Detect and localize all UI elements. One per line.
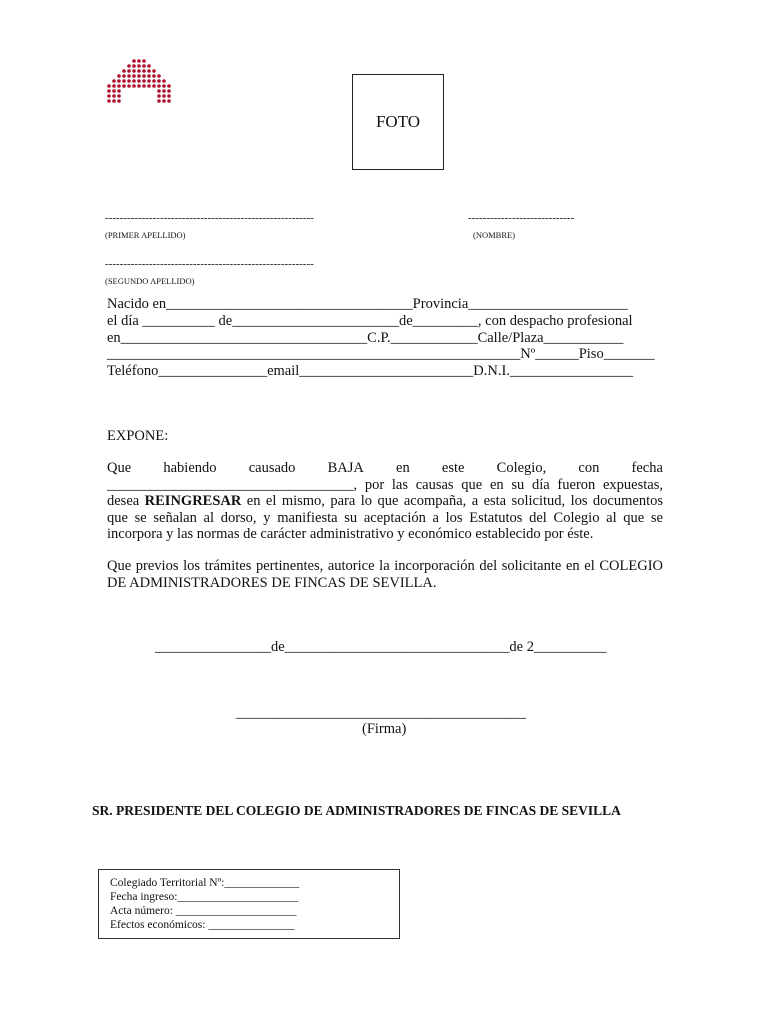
- logo-dot: [107, 99, 111, 103]
- word: BAJA: [327, 460, 364, 476]
- word: con: [578, 460, 600, 476]
- colegiado-field[interactable]: Colegiado Territorial Nº:_____________: [110, 877, 300, 889]
- logo-dot: [147, 64, 151, 68]
- segundo-apellido-label: (SEGUNDO APELLIDO): [105, 276, 195, 286]
- logo-dot: [167, 84, 171, 88]
- birthplace-line[interactable]: Nacido en__________________________________Provincia______________________: [107, 296, 628, 312]
- logo-dot: [137, 69, 141, 73]
- logo-dot: [132, 69, 136, 73]
- reingresar-bold: REINGRESAR: [144, 493, 242, 509]
- contact-line[interactable]: Teléfono_______________email________________________D.N.I._________________: [107, 363, 634, 379]
- logo-dot: [162, 99, 166, 103]
- primer-apellido-label: (PRIMER APELLIDO): [105, 230, 186, 240]
- logo-dot: [157, 99, 161, 103]
- photo-label: FOTO: [375, 112, 421, 131]
- logo-dot: [157, 89, 161, 93]
- expone-first-line: [107, 460, 663, 477]
- logo-dot: [147, 74, 151, 78]
- logo-dot: [112, 84, 116, 88]
- logo-dot: [137, 84, 141, 88]
- logo-dot: [157, 94, 161, 98]
- acta-field[interactable]: Acta número: _____________________: [110, 905, 297, 917]
- logo-dot: [117, 74, 121, 78]
- text-segment: desea: [107, 493, 145, 509]
- word: Colegio,: [496, 460, 547, 476]
- logo-dot: [132, 64, 136, 68]
- logo-dot: [157, 84, 161, 88]
- date-line[interactable]: ________________de_______________________________de 2__________: [155, 639, 607, 655]
- logo-dot: [127, 64, 131, 68]
- logo-dot: [107, 89, 111, 93]
- logo-dot: [112, 99, 116, 103]
- logo-dot: [132, 84, 136, 88]
- logo-dot: [112, 89, 116, 93]
- logo-dot: [137, 59, 141, 63]
- logo-dot: [107, 84, 111, 88]
- logo-dot: [152, 69, 156, 73]
- logo-dot: [152, 79, 156, 83]
- logo-dot: [127, 84, 131, 88]
- logo-dot: [132, 79, 136, 83]
- logo-dot: [127, 79, 131, 83]
- logo-dot: [127, 69, 131, 73]
- expone-heading: EXPONE:: [107, 428, 169, 444]
- logo-dot: [162, 79, 166, 83]
- logo-dot: [157, 74, 161, 78]
- word: Que: [107, 460, 132, 476]
- logo-dot: [137, 79, 141, 83]
- logo-dot: [117, 94, 121, 98]
- logo-dot: [132, 59, 136, 63]
- logo-dot: [167, 99, 171, 103]
- logo-dot: [162, 89, 166, 93]
- primer-apellido-line[interactable]: ---------------------------------------------------------: [105, 212, 314, 224]
- expone-paragraph: [107, 493, 663, 543]
- logo-dot: [122, 69, 126, 73]
- logo-dot: [117, 89, 121, 93]
- logo-dot: [142, 59, 146, 63]
- efectos-field[interactable]: Efectos económicos: _______________: [110, 919, 295, 931]
- photo-box: [352, 74, 444, 170]
- logo-dot: [142, 69, 146, 73]
- text-segment: en el mismo, para lo que acompaña, a esta solicitud, los documentos que se señalan al dorso, y manifiesta su aceptación a los Estatutos del Colegio al que se incorpora y las normas de carácter administrativo y económico establecido por éste.: [107, 493, 664, 542]
- logo-dot: [142, 74, 146, 78]
- logo-dot: [142, 84, 146, 88]
- logo-dot: [152, 84, 156, 88]
- address-line[interactable]: en__________________________________C.P.____________Calle/Plaza___________: [107, 330, 624, 346]
- logo-dot: [122, 84, 126, 88]
- logo-dot: [122, 74, 126, 78]
- logo-dot: [132, 74, 136, 78]
- birthdate-line[interactable]: el día __________ de_______________________de_________, con despacho profesional: [107, 313, 633, 329]
- admin-use-box: [98, 869, 400, 939]
- logo-dot: [137, 74, 141, 78]
- word: en: [396, 460, 410, 476]
- logo-dot: [112, 79, 116, 83]
- logo-dot: [162, 94, 166, 98]
- logo-dot: [142, 64, 146, 68]
- signature-label: (Firma): [362, 721, 407, 737]
- logo-dot: [167, 89, 171, 93]
- logo-dot: [122, 79, 126, 83]
- word: este: [441, 460, 465, 476]
- expone-date-line[interactable]: __________________________________, por las causas que en su día fueron expuestas,: [107, 477, 663, 493]
- logo-dot: [127, 74, 131, 78]
- word: habiendo: [163, 460, 217, 476]
- street-number-line[interactable]: _________________________________________________________Nº______Piso_______: [107, 346, 655, 362]
- logo-dot: [142, 79, 146, 83]
- logo-dot: [107, 94, 111, 98]
- signature-line[interactable]: ________________________________________: [236, 705, 526, 721]
- logo-dot: [152, 74, 156, 78]
- segundo-apellido-line[interactable]: ---------------------------------------------------------: [105, 258, 314, 270]
- logo-dot: [117, 84, 121, 88]
- logo-dot: [112, 94, 116, 98]
- request-paragraph: Que previos los trámites pertinentes, autorice la incorporación del solicitante en el COLEGIO DE ADMINISTRADORES DE FINCAS DE SEVILLA.: [107, 558, 663, 591]
- nombre-line[interactable]: -----------------------------: [468, 212, 575, 224]
- logo-dot: [157, 79, 161, 83]
- addressee-heading: SR. PRESIDENTE DEL COLEGIO DE ADMINISTRADORES DE FINCAS DE SEVILLA: [92, 803, 621, 818]
- logo-dot: [117, 79, 121, 83]
- logo-dot: [167, 94, 171, 98]
- logo-dot: [147, 84, 151, 88]
- word: fecha: [631, 460, 663, 476]
- logo-dot: [147, 69, 151, 73]
- logo-dot: [117, 99, 121, 103]
- nombre-label: (NOMBRE): [473, 230, 516, 240]
- logo-dot: [137, 64, 141, 68]
- word: causado: [248, 460, 296, 476]
- logo-dot: [147, 79, 151, 83]
- logo-dot: [162, 84, 166, 88]
- college-logo-icon: [104, 58, 174, 108]
- fecha-ingreso-field[interactable]: Fecha ingreso:_____________________: [110, 891, 299, 903]
